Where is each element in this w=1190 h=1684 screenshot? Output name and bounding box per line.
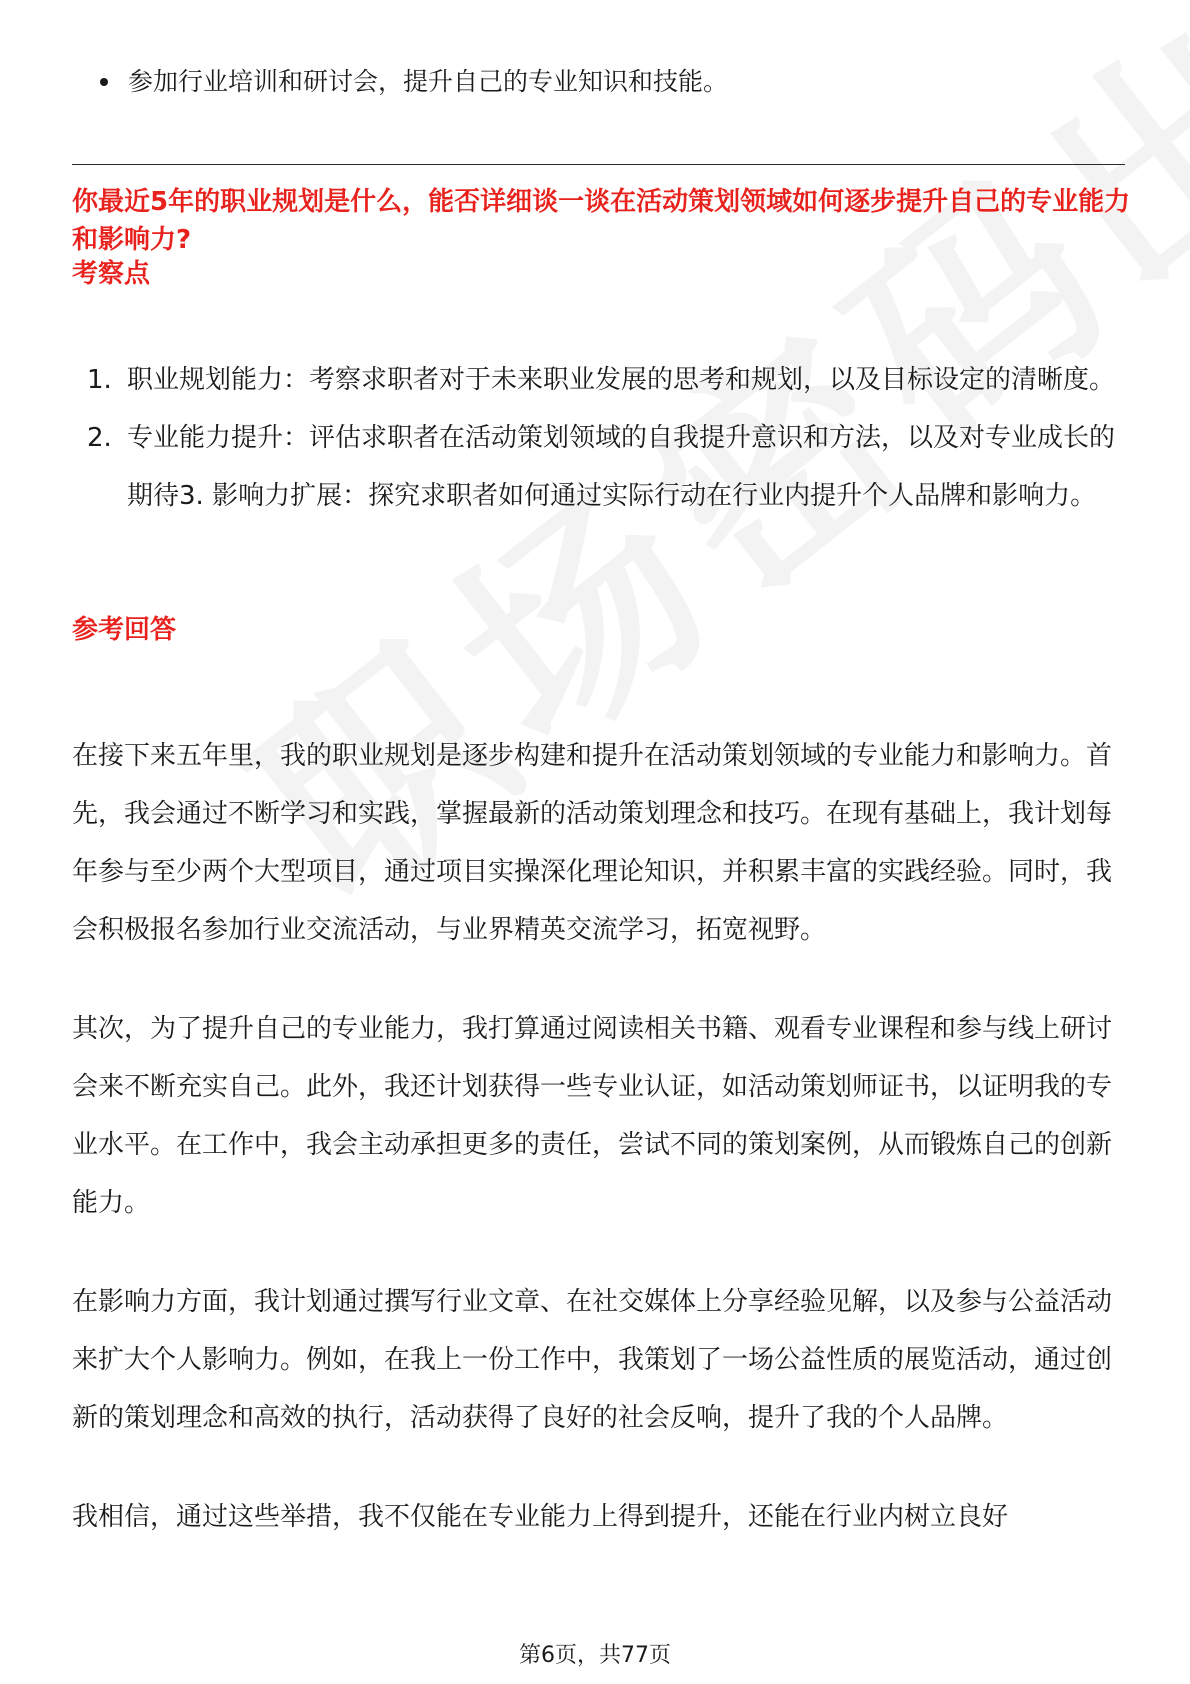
answer-paragraph: 其次，为了提升自己的专业能力，我打算通过阅读相关书籍、观看专业课程和参与线上研讨会来不断充实自己。此外，我还计划获得一些专业认证，如活动策划师证书，以证明我的专业水平。在工作中，我会主动承担更多的责任，尝试不同的策划案例，从而锻炼自己的创新能力。 <box>72 1014 1113 1218</box>
list-item <box>85 351 1130 409</box>
top-bullet-text: 参加行业培训和研讨会，提升自己的专业知识和技能。 <box>128 67 729 96</box>
page-footer: 第6页，共77页 <box>519 1643 671 1668</box>
top-bullet-item <box>100 62 728 102</box>
answer-body <box>72 727 1132 1587</box>
section-divider <box>72 164 1125 165</box>
answer-paragraph: 在接下来五年里，我的职业规划是逐步构建和提升在活动策划领域的专业能力和影响力。首先，我会通过不断学习和实践，掌握最新的活动策划理念和技巧。在现有基础上，我计划每年参与至少两个大型项目，通过项目实操深化理论知识，并积累丰富的实践经验。同时，我会积极报名参加行业交流活动，与业界精英交流学习，拓宽视野。 <box>72 741 1113 945</box>
list-number: 2. <box>87 423 112 453</box>
list-item <box>85 409 1130 525</box>
points-heading: 考察点 <box>72 259 151 289</box>
list-text: 职业规划能力：考察求职者对于未来职业发展的思考和规划，以及目标设定的清晰度。 <box>127 365 1116 395</box>
list-number: 1. <box>87 365 112 395</box>
question-heading: 你最近5年的职业规划是什么，能否详细谈一谈在活动策划领域如何逐步提升自己的专业能力和影响力? <box>72 187 1131 255</box>
answer-heading: 参考回答 <box>72 615 177 645</box>
list-text: 专业能力提升：评估求职者在活动策划领域的自我提升意识和方法，以及对专业成长的期待3. 影响力扩展：探究求职者如何通过实际行动在行业内提升个人品牌和影响力。 <box>127 423 1116 511</box>
answer-paragraph: 在影响力方面，我计划通过撰写行业文章、在社交媒体上分享经验见解，以及参与公益活动来扩大个人影响力。例如，在我上一份工作中，我策划了一场公益性质的展览活动，通过创新的策划理念和高效的执行，活动获得了良好的社会反响，提升了我的个人品牌。 <box>72 1287 1113 1433</box>
points-list <box>85 351 1130 525</box>
answer-paragraph: 我相信，通过这些举措，我不仅能在专业能力上得到提升，还能在行业内树立良好 <box>72 1502 1009 1532</box>
bullet-dot-icon <box>100 78 108 86</box>
